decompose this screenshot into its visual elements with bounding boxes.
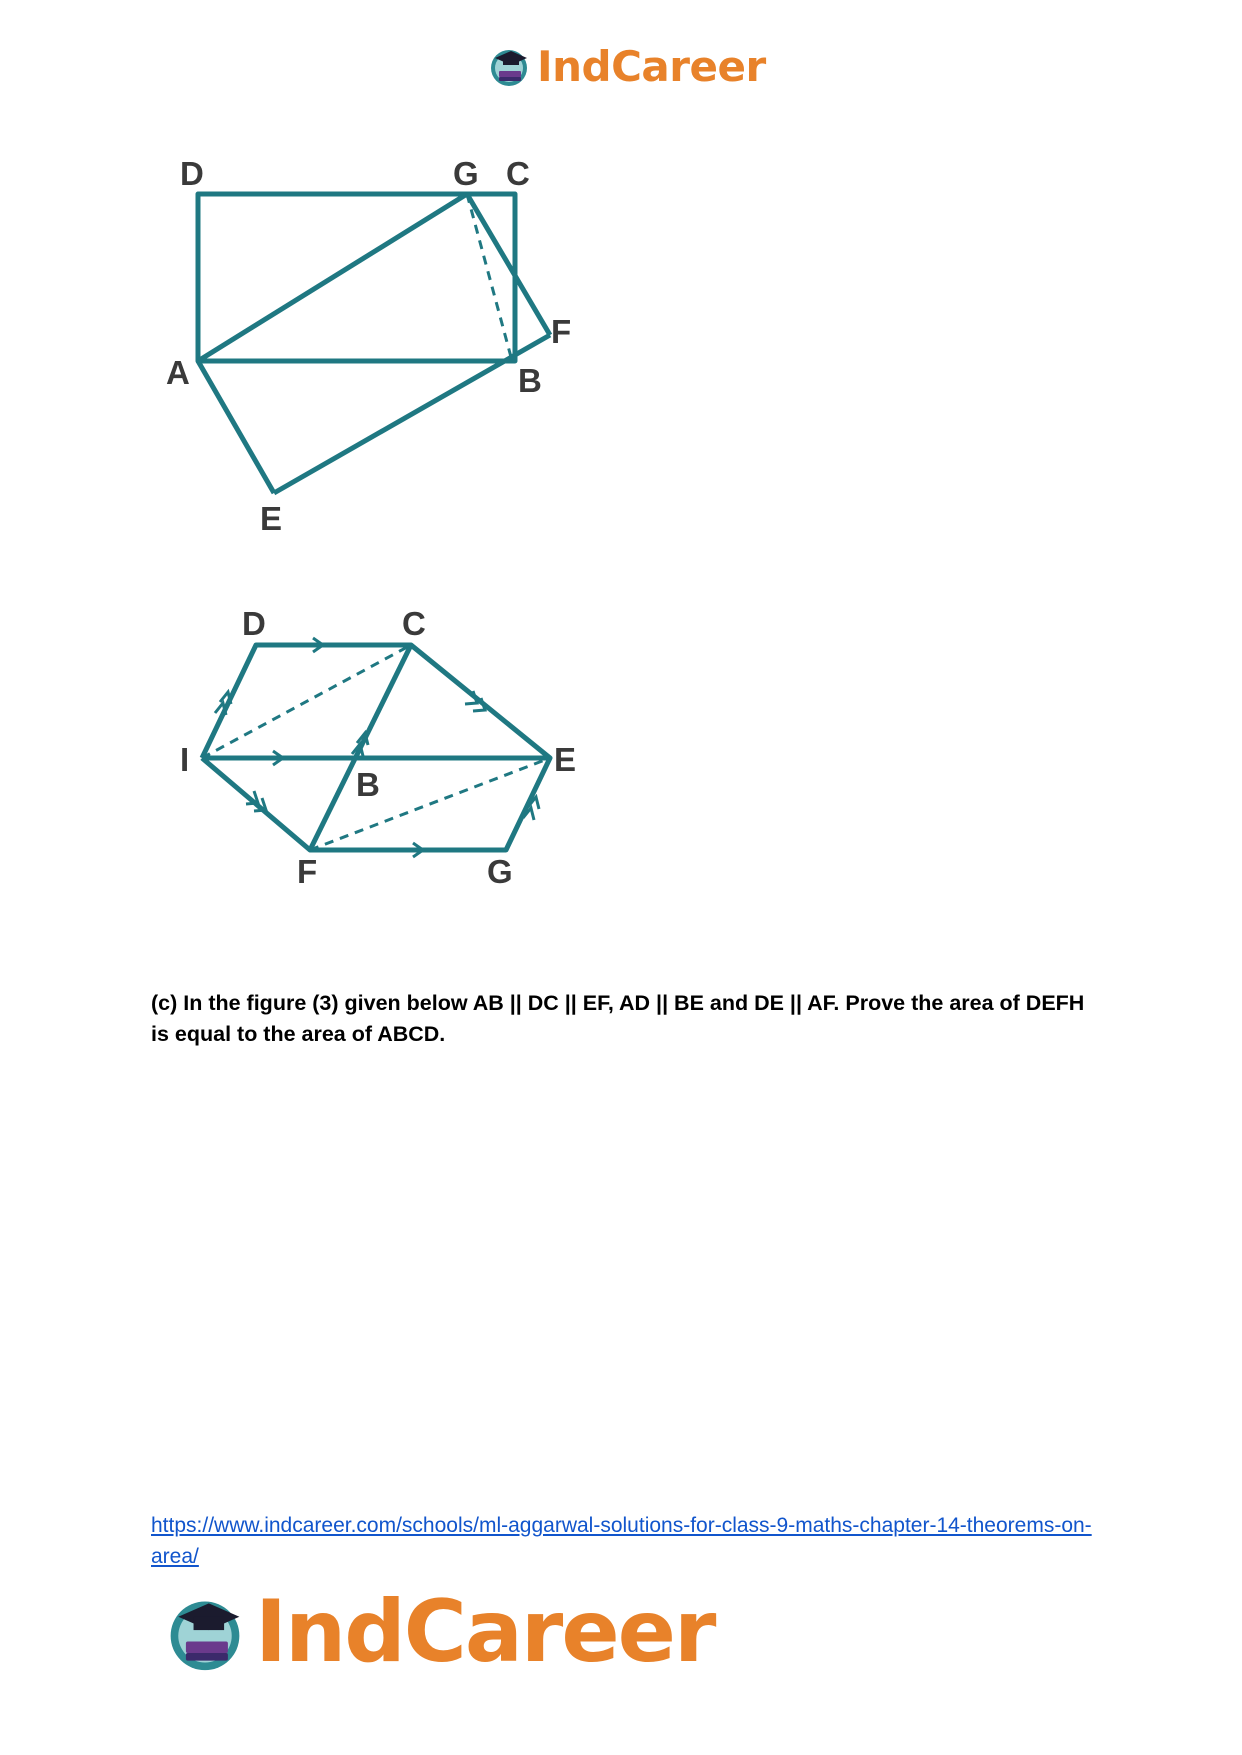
segment-gf [467,194,550,335]
label-d: D [242,605,266,642]
source-link[interactable]: https://www.indcareer.com/schools/ml-aggarwal-solutions-for-class-9-maths-chapter-14-theorems-on-area/ [151,1514,1092,1568]
footer-logo [163,1582,723,1682]
label-e: E [260,500,283,537]
header-logo [487,40,767,92]
logo-wordmark: IndCareer [537,41,766,91]
label-b: B [356,766,380,803]
graduation-cap-globe-icon [487,44,531,88]
segment-ag [198,194,467,361]
label-c: C [506,155,530,192]
label-a: A [166,354,190,391]
label-g: G [487,853,513,890]
figure-rectangle-abcd-abfe [150,150,600,540]
label-g: G [453,155,479,192]
question-text: (c) In the figure (3) given below AB || DC || EF, AD || BE and DE || AF. Prove the area of DEFH is equal to the area of ABCD. [151,991,1085,1046]
graduation-cap-globe-icon [163,1590,247,1674]
dashed-segment-ic [202,645,411,758]
segment-ea [198,361,274,493]
figure-hexagon-parallelograms [170,585,590,905]
logo-wordmark: IndCareer [255,1582,715,1682]
dashed-segment-gb [467,194,511,357]
label-c: C [402,605,426,642]
label-f: F [551,313,572,350]
label-d: D [180,155,204,192]
label-b: B [518,362,542,399]
rectangle-abcd [198,194,515,361]
label-e: E [554,741,577,778]
label-i: I [180,741,190,778]
arrow-id-1 [220,692,231,704]
label-f: F [297,853,318,890]
arrow-id-2 [215,703,226,715]
outline [202,645,550,850]
